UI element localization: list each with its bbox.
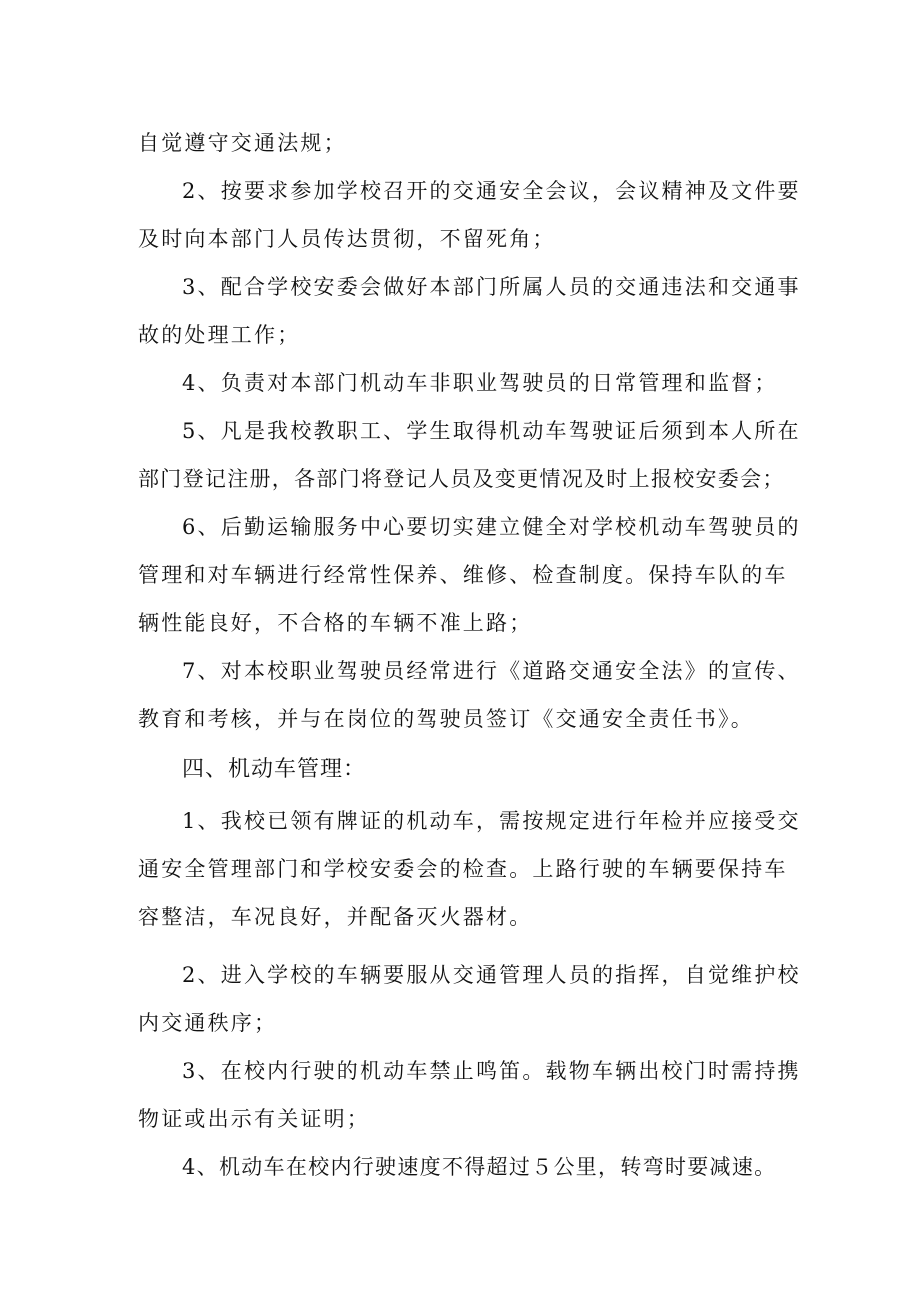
paragraph-line: 2、进入学校的车辆要服从交通管理人员的指挥，自觉维护校: [182, 963, 801, 987]
paragraph-line: 4、机动车在校内行驶速度不得超过５公里，转弯时要减速。: [182, 1155, 777, 1179]
paragraph-line: 及时向本部门人员传达贯彻，不留死角；: [138, 227, 556, 251]
paragraph-line: 1、我校已领有牌证的机动车，需按规定进行年检并应接受交: [182, 809, 801, 833]
paragraph-line: 内交通秩序；: [138, 1011, 278, 1035]
paragraph-line: 3、在校内行驶的机动车禁止鸣笛。载物车辆出校门时需持携: [182, 1059, 801, 1083]
paragraph-line: 辆性能良好，不合格的车辆不准上路；: [138, 611, 533, 635]
paragraph-line: 物证或出示有关证明；: [138, 1107, 370, 1131]
paragraph-line: 5、凡是我校教职工、学生取得机动车驾驶证后须到本人所在: [182, 419, 801, 443]
paragraph-line: 故的处理工作；: [138, 323, 301, 347]
paragraph-line: 容整洁，车况良好，并配备灭火器材。: [138, 905, 533, 929]
paragraph-line: 部门登记注册，各部门将登记人员及变更情况及时上报校安委会；: [138, 467, 785, 491]
paragraph-line: 自觉遵守交通法规；: [138, 131, 347, 155]
paragraph-line: 教育和考核，并与在岗位的驾驶员签订《交通安全责任书》。: [138, 707, 754, 731]
paragraph-line: 6、后勤运输服务中心要切实建立健全对学校机动车驾驶员的: [182, 515, 801, 539]
paragraph-line: 7、对本校职业驾驶员经常进行《道路交通安全法》的宣传、: [182, 659, 801, 683]
paragraph-line: 2、按要求参加学校召开的交通安全会议，会议精神及文件要: [182, 179, 801, 203]
paragraph-line: 3、配合学校安委会做好本部门所属人员的交通违法和交通事: [182, 275, 801, 299]
section-heading: 四、机动车管理：: [182, 757, 367, 782]
paragraph-line: 4、负责对本部门机动车非职业驾驶员的日常管理和监督；: [182, 371, 778, 395]
paragraph-line: 通安全管理部门和学校安委会的检查。上路行驶的车辆要保持车: [138, 857, 788, 881]
paragraph-line: 管理和对车辆进行经常性保养、维修、检查制度。保持车队的车: [138, 563, 788, 587]
document-body: [138, 119, 802, 1191]
